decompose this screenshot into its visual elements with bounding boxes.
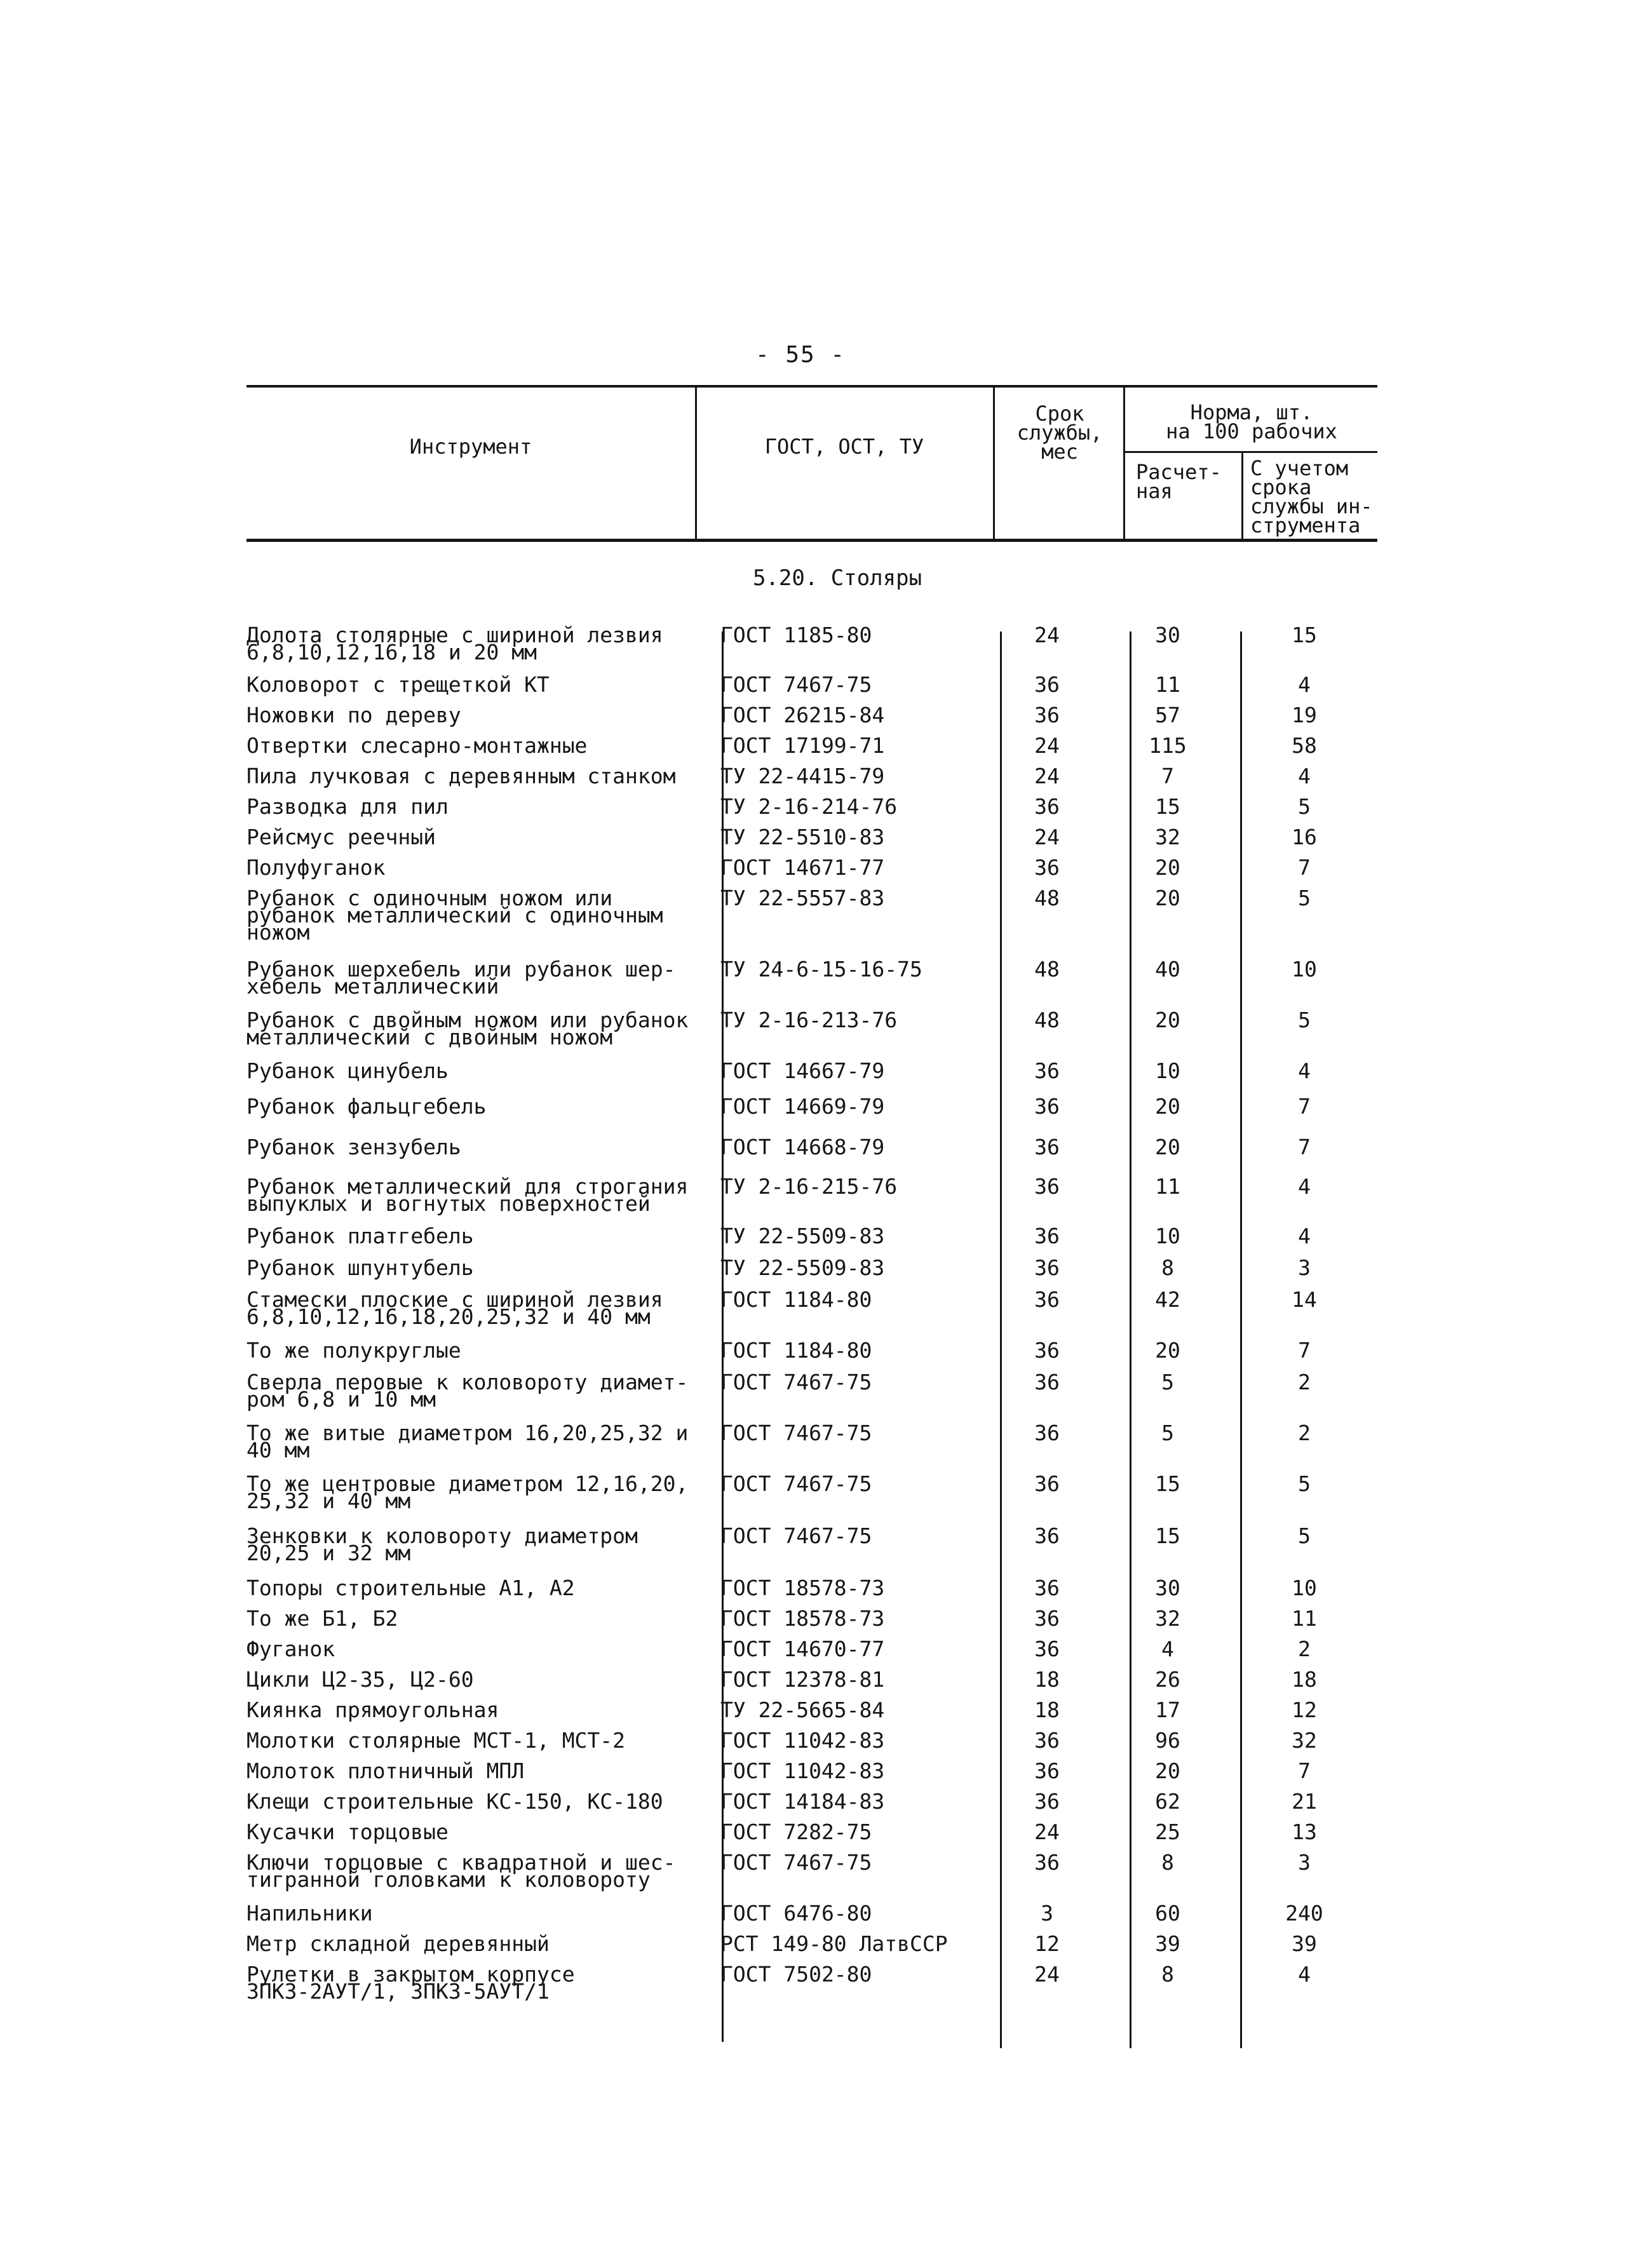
gost-code: ТУ 2-16-215-76	[720, 1174, 898, 1199]
service-term: 36	[1034, 1370, 1060, 1394]
table-row	[246, 672, 1377, 697]
tool-name: Фуганок	[246, 1637, 335, 1661]
gost-code: ТУ 2-16-214-76	[720, 794, 898, 819]
section-title: 5.20. Столяры	[752, 565, 922, 591]
service-term: 36	[1034, 1606, 1060, 1631]
service-term: 24	[1034, 623, 1060, 647]
norm-with-term: 7	[1298, 855, 1311, 880]
gost-code: ГОСТ 6476-80	[720, 1901, 872, 1926]
gost-code: ГОСТ 14668-79	[720, 1135, 885, 1159]
tool-name: Рубанок с двойным ножом или рубанок металлический с двойным ножом	[246, 1008, 689, 1050]
table-row	[246, 1758, 1377, 1783]
gost-code: ГОСТ 26215-84	[720, 703, 885, 727]
gost-code: ТУ 24-6-15-16-75	[720, 957, 922, 982]
service-term: 36	[1034, 1471, 1060, 1496]
service-term: 24	[1034, 1819, 1060, 1844]
norm-calculated: 32	[1155, 825, 1180, 849]
gost-code: ТУ 22-5509-83	[720, 1255, 885, 1280]
norm-with-term: 2	[1298, 1421, 1311, 1445]
table-row	[246, 703, 1377, 727]
tool-name: Рубанок фальцгебель	[246, 1094, 487, 1119]
service-term: 12	[1034, 1931, 1060, 1956]
service-term: 36	[1034, 703, 1060, 727]
norm-calculated: 20	[1155, 1758, 1180, 1783]
service-term: 36	[1034, 1287, 1060, 1312]
gost-code: ГОСТ 1184-80	[720, 1287, 872, 1312]
service-term: 48	[1034, 1008, 1060, 1032]
table-row	[246, 1135, 1377, 1159]
tool-name: Рулетки в закрытом корпусе ЗПКЗ-2АУТ/1, ЗПКЗ-5АУТ/1	[246, 1962, 575, 2004]
table-row	[246, 733, 1377, 758]
norm-with-term: 11	[1292, 1606, 1317, 1631]
norm-with-term: 4	[1298, 672, 1311, 697]
norm-calculated: 7	[1161, 764, 1174, 788]
gost-code: ГОСТ 14667-79	[720, 1058, 885, 1083]
table-row	[246, 1523, 1377, 1565]
header-term: Срок службы, мес	[1016, 402, 1103, 464]
table-row	[246, 794, 1377, 819]
norm-calculated: 42	[1155, 1287, 1180, 1312]
tool-name: То же Б1, Б2	[246, 1606, 398, 1631]
norm-calculated: 10	[1155, 1058, 1180, 1083]
gost-code: ГОСТ 14184-83	[720, 1789, 885, 1814]
norm-calculated: 20	[1155, 1094, 1180, 1119]
tool-name: Рубанок металлический для строгания выпуклых и вогнутых поверхностей	[246, 1174, 689, 1216]
norm-with-term: 2	[1298, 1637, 1311, 1661]
tool-name: Отвертки слесарно-монтажные	[246, 733, 588, 758]
tool-name: Топоры строительные А1, А2	[246, 1576, 575, 1600]
norm-calculated: 8	[1161, 1850, 1174, 1875]
page-number: - 55 -	[755, 342, 846, 368]
tool-name: Метр складной деревянный	[246, 1931, 550, 1956]
service-term: 36	[1034, 1058, 1060, 1083]
table-row	[246, 1637, 1377, 1661]
norm-with-term: 19	[1292, 703, 1317, 727]
norm-calculated: 57	[1155, 703, 1180, 727]
tool-name: Рубанок зензубель	[246, 1135, 461, 1159]
service-term: 36	[1034, 1094, 1060, 1119]
service-term: 36	[1034, 1421, 1060, 1445]
table-row	[246, 1576, 1377, 1600]
table-row	[246, 957, 1377, 999]
norm-with-term: 39	[1292, 1931, 1317, 1956]
service-term: 36	[1034, 1576, 1060, 1600]
header-divider	[695, 388, 697, 540]
norm-with-term: 2	[1298, 1370, 1311, 1394]
norm-with-term: 5	[1298, 794, 1311, 819]
norm-with-term: 5	[1298, 1471, 1311, 1496]
norm-calculated: 8	[1161, 1255, 1174, 1280]
gost-code: ГОСТ 7467-75	[720, 1850, 872, 1875]
gost-code: ГОСТ 18578-73	[720, 1576, 885, 1600]
header-tool: Инструмент	[409, 435, 532, 459]
gost-code: ГОСТ 11042-83	[720, 1728, 885, 1753]
table-row	[246, 1058, 1377, 1083]
tool-name: То же центровые диаметром 12,16,20, 25,32 и 40 мм	[246, 1471, 689, 1513]
tool-name: Коловорот с трещеткой КТ	[246, 672, 550, 697]
header-divider	[1123, 388, 1125, 540]
norm-with-term: 3	[1298, 1850, 1311, 1875]
table-row	[246, 825, 1377, 849]
tool-name: То же витые диаметром 16,20,25,32 и 40 мм	[246, 1421, 689, 1462]
norm-calculated: 17	[1155, 1698, 1180, 1722]
norm-with-term: 5	[1298, 886, 1311, 910]
norm-calculated: 20	[1155, 1338, 1180, 1363]
gost-code: ТУ 2-16-213-76	[720, 1008, 898, 1032]
norm-with-term: 7	[1298, 1338, 1311, 1363]
table-row	[246, 1421, 1377, 1462]
norm-calculated: 39	[1155, 1931, 1180, 1956]
gost-code: ТУ 22-5665-84	[720, 1698, 885, 1722]
tool-name: Долота столярные с шириной лезвия 6,8,10,12,16,18 и 20 мм	[246, 623, 663, 665]
norm-calculated: 5	[1161, 1421, 1174, 1445]
service-term: 36	[1034, 1758, 1060, 1783]
service-term: 24	[1034, 1962, 1060, 1987]
gost-code: ТУ 22-5509-83	[720, 1224, 885, 1248]
norm-with-term: 18	[1292, 1667, 1317, 1692]
gost-code: ГОСТ 12378-81	[720, 1667, 885, 1692]
norm-calculated: 32	[1155, 1606, 1180, 1631]
table-row	[246, 1819, 1377, 1844]
norm-with-term: 3	[1298, 1255, 1311, 1280]
norm-calculated: 20	[1155, 886, 1180, 910]
norm-calculated: 11	[1155, 1174, 1180, 1199]
tool-name: Молотки столярные МСТ-1, МСТ-2	[246, 1728, 626, 1753]
norm-with-term: 4	[1298, 1962, 1311, 1987]
norm-with-term: 58	[1292, 733, 1317, 758]
norm-with-term: 7	[1298, 1094, 1311, 1119]
table-row	[246, 1606, 1377, 1631]
norm-calculated: 20	[1155, 1135, 1180, 1159]
norm-with-term: 5	[1298, 1008, 1311, 1032]
norm-with-term: 4	[1298, 764, 1311, 788]
gost-code: ГОСТ 7502-80	[720, 1962, 872, 1987]
service-term: 24	[1034, 825, 1060, 849]
service-term: 36	[1034, 1135, 1060, 1159]
tool-name: Цикли Ц2-35, Ц2-60	[246, 1667, 474, 1692]
tool-name: То же полукруглые	[246, 1338, 461, 1363]
tool-name: Ножовки по дереву	[246, 703, 461, 727]
service-term: 48	[1034, 886, 1060, 910]
norm-with-term: 7	[1298, 1758, 1311, 1783]
table-row	[246, 1174, 1377, 1216]
norm-with-term: 10	[1292, 957, 1317, 982]
norm-calculated: 8	[1161, 1962, 1174, 1987]
service-term: 36	[1034, 1637, 1060, 1661]
gost-code: ГОСТ 14669-79	[720, 1094, 885, 1119]
service-term: 48	[1034, 957, 1060, 982]
tool-name: Кусачки торцовые	[246, 1819, 449, 1844]
table-row	[246, 1338, 1377, 1363]
tool-name: Клещи строительные КС-150, КС-180	[246, 1789, 663, 1814]
table-row	[246, 1901, 1377, 1926]
table-row	[246, 1931, 1377, 1956]
tool-name: Сверла перовые к коловороту диамет- ром 6,8 и 10 мм	[246, 1370, 689, 1412]
norm-with-term: 240	[1285, 1901, 1323, 1926]
norm-with-term: 4	[1298, 1224, 1311, 1248]
gost-code: ГОСТ 14671-77	[720, 855, 885, 880]
norm-with-term: 15	[1292, 623, 1317, 647]
gost-code: ГОСТ 7282-75	[720, 1819, 872, 1844]
header-gost: ГОСТ, ОСТ, ТУ	[764, 435, 924, 459]
service-term: 36	[1034, 1728, 1060, 1753]
norm-with-term: 5	[1298, 1523, 1311, 1548]
table-row	[246, 1962, 1377, 2004]
gost-code: ГОСТ 1184-80	[720, 1338, 872, 1363]
service-term: 24	[1034, 733, 1060, 758]
header-divider	[993, 388, 995, 540]
service-term: 36	[1034, 1174, 1060, 1199]
tool-name: Разводка для пил	[246, 794, 449, 819]
gost-code: ГОСТ 17199-71	[720, 733, 885, 758]
header-norm: Норма, шт. на 100 рабочих	[1166, 400, 1337, 443]
tool-name: Молоток плотничный МПЛ	[246, 1758, 525, 1783]
norm-with-term: 14	[1292, 1287, 1317, 1312]
norm-calculated: 15	[1155, 1523, 1180, 1548]
tool-name: Полуфуганок	[246, 855, 386, 880]
norm-with-term: 10	[1292, 1576, 1317, 1600]
norm-calculated: 4	[1161, 1637, 1174, 1661]
tool-name: Стамески плоские с шириной лезвия 6,8,10,12,16,18,20,25,32 и 40 мм	[246, 1287, 663, 1329]
service-term: 36	[1034, 672, 1060, 697]
header-calc: Расчет- ная	[1136, 460, 1222, 503]
norm-calculated: 30	[1155, 623, 1180, 647]
tool-name: Зенковки к коловороту диаметром 20,25 и 32 мм	[246, 1523, 638, 1565]
gost-code: ГОСТ 11042-83	[720, 1758, 885, 1783]
service-term: 36	[1034, 1338, 1060, 1363]
table-row	[246, 1698, 1377, 1722]
norm-calculated: 20	[1155, 1008, 1180, 1032]
norm-calculated: 40	[1155, 957, 1180, 982]
table-top-rule	[246, 385, 1377, 388]
tool-name: Рубанок платгебель	[246, 1224, 474, 1248]
table-row	[246, 1094, 1377, 1119]
tool-name: Напильники	[246, 1901, 373, 1926]
norm-with-term: 12	[1292, 1698, 1317, 1722]
tool-name: Рубанок шпунтубель	[246, 1255, 474, 1280]
gost-code: РСТ 149-80 ЛатвССР	[720, 1931, 948, 1956]
tool-name: Рейсмус реечный	[246, 825, 436, 849]
norm-calculated: 25	[1155, 1819, 1180, 1844]
norm-with-term: 4	[1298, 1058, 1311, 1083]
tool-name: Рубанок цинубель	[246, 1058, 449, 1083]
table-row	[246, 623, 1377, 665]
table-row	[246, 1850, 1377, 1892]
norm-calculated: 30	[1155, 1576, 1180, 1600]
norm-calculated: 62	[1155, 1789, 1180, 1814]
tool-name: Киянка прямоугольная	[246, 1698, 499, 1722]
norm-calculated: 20	[1155, 855, 1180, 880]
norm-with-term: 16	[1292, 825, 1317, 849]
service-term: 36	[1034, 1523, 1060, 1548]
norm-calculated: 60	[1155, 1901, 1180, 1926]
table-row	[246, 1370, 1377, 1412]
table-row	[246, 764, 1377, 788]
norm-calculated: 115	[1149, 733, 1187, 758]
norm-with-term: 4	[1298, 1174, 1311, 1199]
tool-name: Ключи торцовые с квадратной и шес- тигранной головками к коловороту	[246, 1850, 676, 1892]
service-term: 36	[1034, 794, 1060, 819]
table-row	[246, 855, 1377, 880]
table-row	[246, 1471, 1377, 1513]
header-divider	[1241, 452, 1243, 540]
norm-with-term: 21	[1292, 1789, 1317, 1814]
table-row	[246, 1255, 1377, 1280]
table-header-rule	[246, 539, 1377, 542]
service-term: 36	[1034, 1224, 1060, 1248]
table-row	[246, 1287, 1377, 1329]
tool-name: Пила лучковая с деревянным станком	[246, 764, 676, 788]
gost-code: ТУ 22-5557-83	[720, 886, 885, 910]
tool-name: Рубанок шерхебель или рубанок шер- хебель металлический	[246, 957, 676, 999]
gost-code: ГОСТ 7467-75	[720, 1471, 872, 1496]
norm-calculated: 10	[1155, 1224, 1180, 1248]
service-term: 3	[1041, 1901, 1053, 1926]
table-row	[246, 886, 1377, 945]
table-row	[246, 1789, 1377, 1814]
norm-subheader-rule	[1123, 451, 1377, 453]
header-with-term: С учетом срока службы ин- струмента	[1250, 456, 1373, 537]
service-term: 36	[1034, 1789, 1060, 1814]
service-term: 36	[1034, 855, 1060, 880]
service-term: 18	[1034, 1698, 1060, 1722]
gost-code: ГОСТ 14670-77	[720, 1637, 885, 1661]
norm-calculated: 15	[1155, 1471, 1180, 1496]
norm-calculated: 26	[1155, 1667, 1180, 1692]
gost-code: ГОСТ 7467-75	[720, 1523, 872, 1548]
norm-calculated: 5	[1161, 1370, 1174, 1394]
norm-with-term: 13	[1292, 1819, 1317, 1844]
gost-code: ГОСТ 7467-75	[720, 1421, 872, 1445]
gost-code: ГОСТ 1185-80	[720, 623, 872, 647]
norm-calculated: 11	[1155, 672, 1180, 697]
gost-code: ТУ 22-4415-79	[720, 764, 885, 788]
service-term: 36	[1034, 1255, 1060, 1280]
norm-with-term: 32	[1292, 1728, 1317, 1753]
gost-code: ГОСТ 18578-73	[720, 1606, 885, 1631]
norm-calculated: 96	[1155, 1728, 1180, 1753]
table-row	[246, 1728, 1377, 1753]
tool-name: Рубанок с одиночным ножом или рубанок металлический с одиночным ножом	[246, 886, 663, 945]
table-row	[246, 1008, 1377, 1050]
gost-code: ТУ 22-5510-83	[720, 825, 885, 849]
service-term: 36	[1034, 1850, 1060, 1875]
gost-code: ГОСТ 7467-75	[720, 672, 872, 697]
service-term: 18	[1034, 1667, 1060, 1692]
service-term: 24	[1034, 764, 1060, 788]
gost-code: ГОСТ 7467-75	[720, 1370, 872, 1394]
table-row	[246, 1667, 1377, 1692]
norm-calculated: 15	[1155, 794, 1180, 819]
norm-with-term: 7	[1298, 1135, 1311, 1159]
table-row	[246, 1224, 1377, 1248]
